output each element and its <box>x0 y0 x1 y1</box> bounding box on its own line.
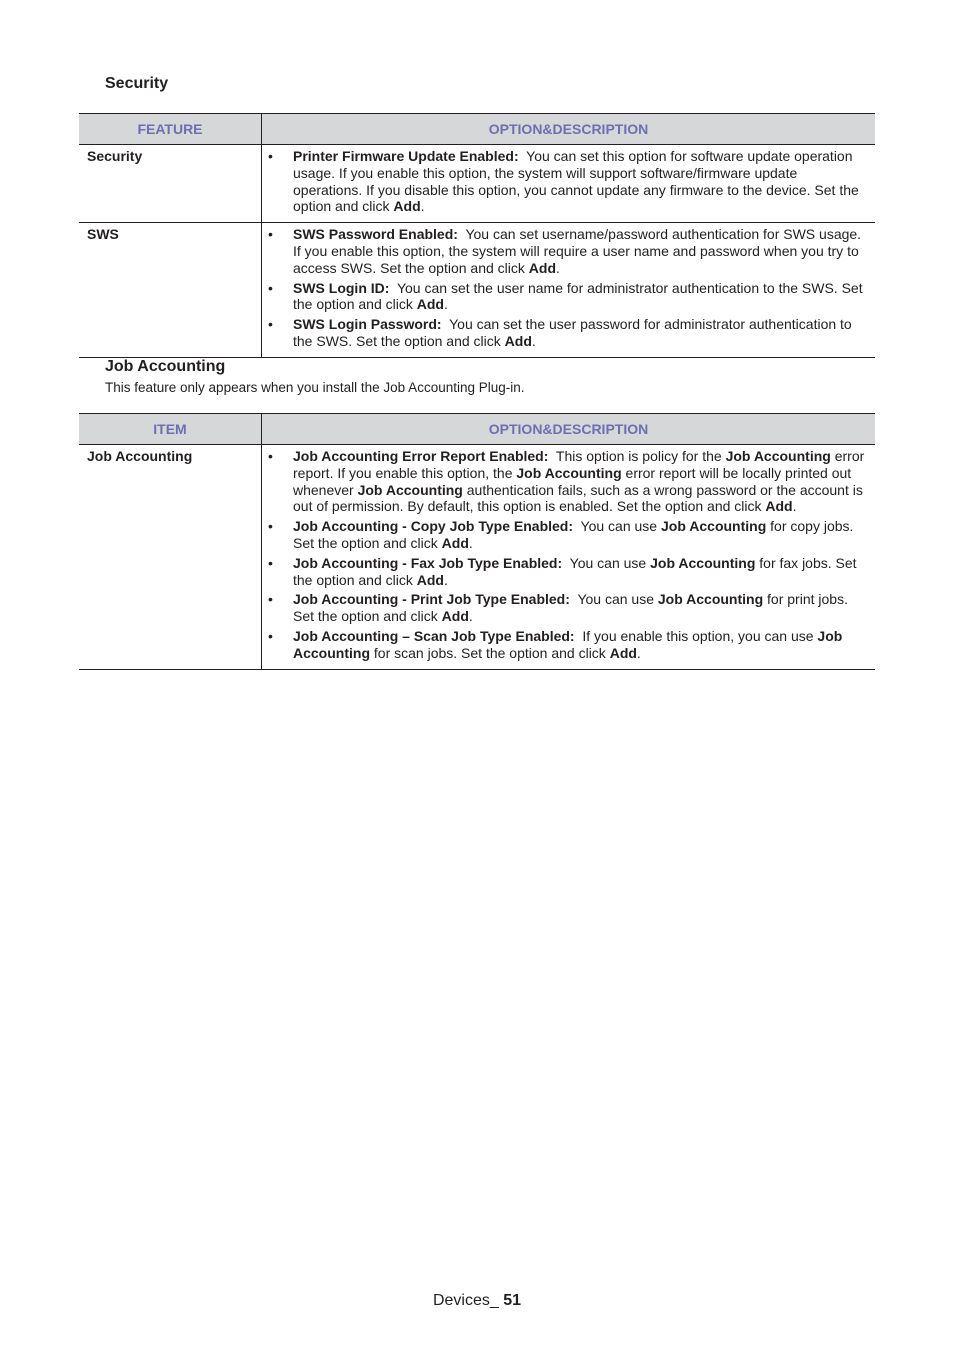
section-title-security: Security <box>105 75 169 92</box>
option-text: . <box>792 498 797 515</box>
item-cell: Job Accounting <box>79 445 262 670</box>
option-item <box>262 518 869 552</box>
add-keyword: Add <box>393 198 421 215</box>
option-text: error report will be locally printed out whenever <box>293 464 852 498</box>
punctuation: . <box>443 296 448 313</box>
bold-term: Add <box>416 571 444 588</box>
option-text: If you enable this option, you can use <box>582 627 818 644</box>
column-header-item: ITEM <box>79 414 262 445</box>
table-row <box>79 145 875 223</box>
option-text: . <box>443 571 448 588</box>
bold-term: Add <box>441 534 469 551</box>
option-text: for copy jobs. Set the option and click <box>293 518 854 551</box>
feature-cell: SWS <box>79 223 262 358</box>
bold-term: Job Accounting <box>650 554 756 571</box>
option-label: Job Accounting - Print Job Type Enabled: <box>293 591 570 608</box>
bold-term: Job Accounting <box>725 448 831 464</box>
table-row <box>79 445 875 670</box>
add-keyword: Add <box>504 332 532 349</box>
option-item <box>262 226 869 276</box>
page-footer <box>0 1292 954 1310</box>
option-text: You can use <box>569 554 651 571</box>
section-title-job-accounting: Job Accounting <box>105 358 226 375</box>
option-label: SWS Login Password: <box>293 316 442 333</box>
option-item <box>262 280 869 314</box>
option-text: This option is policy for the <box>555 448 726 464</box>
bold-term: Add <box>609 644 637 661</box>
feature-cell: Security <box>79 145 262 223</box>
option-label: SWS Login ID: <box>293 279 390 296</box>
column-header-option-description: OPTION&DESCRIPTION <box>262 414 876 445</box>
table-row <box>79 223 875 358</box>
option-text: . <box>468 608 473 625</box>
add-keyword: Add <box>416 296 444 313</box>
table-header-row <box>79 414 875 445</box>
option-text: . <box>636 644 641 661</box>
bold-term: Job Accounting <box>657 591 764 608</box>
option-label: Job Accounting – Scan Job Type Enabled: <box>293 627 575 644</box>
option-item <box>262 628 869 662</box>
security-table <box>79 113 875 358</box>
option-text: You can set the user password for administrator authentication to the SWS. Set the option and click <box>293 316 852 349</box>
option-item <box>262 591 869 625</box>
option-text: You can set the user name for administrator authentication to the SWS. Set the option and click <box>293 279 863 313</box>
bold-term: Job Accounting <box>516 464 622 481</box>
bold-term: Job Accounting <box>357 481 463 498</box>
option-cell <box>262 145 876 223</box>
option-cell <box>262 223 876 358</box>
punctuation: . <box>556 259 560 276</box>
option-text: for scan jobs. Set the option and click <box>370 644 610 661</box>
option-item <box>262 555 869 589</box>
bold-term: Job Accounting <box>293 627 843 661</box>
option-list <box>262 148 869 215</box>
option-text: You can set username/password authentication for SWS usage. If you enable this option, the system will require a user name and password when you try to access SWS. Set the option and click <box>293 226 862 276</box>
option-text: You can set this option for software update operation usage. If you enable this option, the system will support software/firmware update operations. If you disable this option, you cannot update any firmware to the device. Set the option and click <box>293 148 859 215</box>
add-keyword: Add <box>528 259 556 276</box>
section-note: This feature only appears when you install the Job Accounting Plug-in. <box>105 380 525 395</box>
option-label: Printer Firmware Update Enabled: <box>293 148 519 164</box>
column-header-feature: FEATURE <box>79 114 262 145</box>
column-header-option-description: OPTION&DESCRIPTION <box>262 114 876 145</box>
bold-term: Job Accounting <box>661 518 767 535</box>
punctuation: . <box>531 332 536 349</box>
option-label: Job Accounting - Fax Job Type Enabled: <box>293 554 563 571</box>
option-label: SWS Password Enabled: <box>293 226 458 243</box>
option-text: error report. If you enable this option, the <box>293 448 865 481</box>
option-item <box>262 148 869 215</box>
option-text: authentication fails, such as a wrong password or the account is out of permission. By default, this option is enabled. Set the option and click <box>293 481 863 515</box>
option-text: for print jobs. Set the option and click <box>293 591 848 625</box>
option-text: for fax jobs. Set the option and click <box>293 554 857 588</box>
bold-term: Add <box>441 608 469 625</box>
option-label: Job Accounting - Copy Job Type Enabled: <box>293 518 574 535</box>
option-item <box>262 448 869 515</box>
option-label: Job Accounting Error Report Enabled: <box>293 448 549 464</box>
footer-section-label: Devices_ <box>432 1292 499 1309</box>
option-text: You can use <box>580 518 661 535</box>
option-list <box>262 226 869 350</box>
page-number: 51 <box>503 1292 522 1309</box>
option-text: You can use <box>577 591 658 608</box>
bold-term: Add <box>765 498 793 515</box>
job-accounting-table <box>79 413 875 670</box>
option-item <box>262 316 869 350</box>
option-list <box>262 448 869 662</box>
punctuation: . <box>420 198 425 215</box>
option-text: . <box>468 534 473 551</box>
option-cell <box>262 445 876 670</box>
table-header-row <box>79 114 875 145</box>
